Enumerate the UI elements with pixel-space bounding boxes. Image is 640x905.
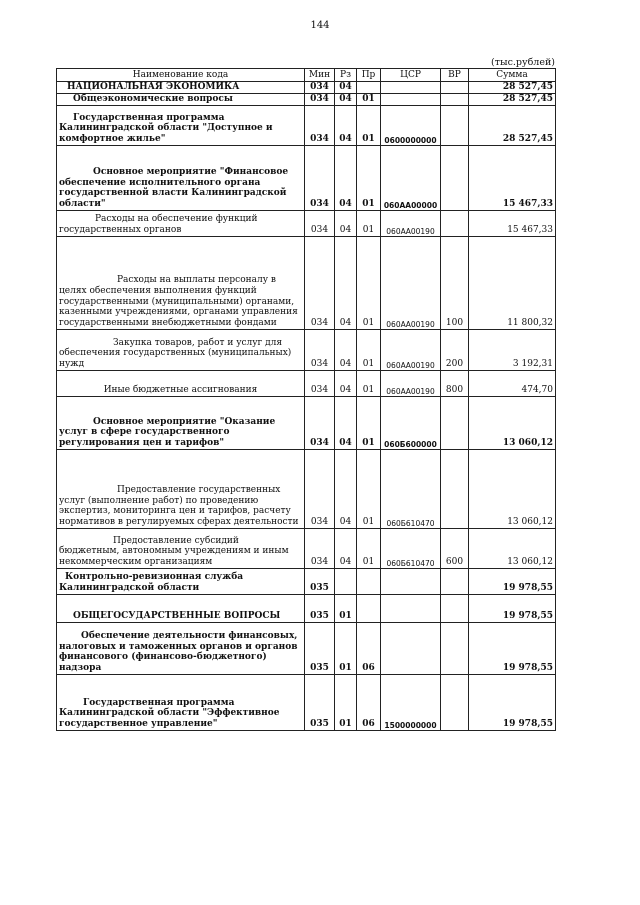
row-name: Расходы на выплаты персоналу в целях обеспечения выполнения функций государственными (муниципальными) органами, казенными учреждениями, органами управления государственными внебюджетными фондами [57,237,305,330]
row-name: Предоставление субсидий бюджетным, автономным учреждениям и иным некоммерческим организациям [57,529,305,569]
row-csr [381,94,441,106]
table-row [57,237,556,330]
row-sum: 19 978,55 [469,569,556,595]
row-min: 034 [305,330,335,371]
table-row [57,623,556,675]
row-pr [357,595,381,623]
row-rz: 04 [335,146,357,211]
row-csr [381,569,441,595]
row-vr [441,397,469,450]
row-pr [357,82,381,94]
header-pr: Пр [357,69,381,82]
row-pr: 01 [357,146,381,211]
table-header-row [57,69,556,82]
row-vr [441,82,469,94]
row-min: 035 [305,623,335,675]
table-row [57,82,556,94]
row-rz: 04 [335,450,357,529]
row-min: 034 [305,397,335,450]
row-min: 034 [305,94,335,106]
row-vr [441,569,469,595]
row-vr [441,450,469,529]
table-row [57,371,556,397]
row-rz: 04 [335,529,357,569]
row-rz: 04 [335,330,357,371]
table-row [57,397,556,450]
row-rz: 04 [335,371,357,397]
row-min: 034 [305,82,335,94]
row-rz: 01 [335,595,357,623]
budget-table [56,68,556,731]
row-vr [441,623,469,675]
table-row [57,94,556,106]
row-min: 035 [305,675,335,731]
row-name: Основное мероприятие "Финансовое обеспечение исполнительного органа государственной власти Калининградской области" [57,146,305,211]
row-name: Контрольно-ревизионная служба Калининградской области [57,569,305,595]
row-sum: 13 060,12 [469,397,556,450]
row-sum: 19 978,55 [469,675,556,731]
row-vr [441,211,469,237]
row-rz: 04 [335,397,357,450]
table-row [57,675,556,731]
row-sum: 28 527,45 [469,82,556,94]
row-min: 034 [305,529,335,569]
row-sum: 13 060,12 [469,529,556,569]
header-rz: Рз [335,69,357,82]
row-pr [357,569,381,595]
row-pr: 06 [357,623,381,675]
header-min: Мин [305,69,335,82]
row-pr: 01 [357,529,381,569]
row-csr [381,82,441,94]
row-name: Расходы на обеспечение функций государственных органов [57,211,305,237]
header-vr: ВР [441,69,469,82]
row-rz: 01 [335,675,357,731]
row-name: Закупка товаров, работ и услуг для обеспечения государственных (муниципальных) нужд [57,330,305,371]
row-csr: 060АА00190 [381,371,441,397]
row-min: 034 [305,106,335,146]
row-sum: 15 467,33 [469,146,556,211]
row-csr [381,595,441,623]
row-csr: 060АА00190 [381,330,441,371]
row-vr: 600 [441,529,469,569]
row-vr [441,146,469,211]
header-csr: ЦСР [381,69,441,82]
row-pr: 01 [357,211,381,237]
table-row [57,211,556,237]
row-pr: 01 [357,94,381,106]
row-vr [441,595,469,623]
row-csr: 060АА00190 [381,237,441,330]
row-vr [441,675,469,731]
row-min: 035 [305,569,335,595]
row-csr: 1500000000 [381,675,441,731]
row-vr [441,106,469,146]
row-sum: 3 192,31 [469,330,556,371]
row-csr: 060Б610470 [381,450,441,529]
row-vr: 800 [441,371,469,397]
header-name: Наименование кода [57,69,305,82]
row-name: ОБЩЕГОСУДАРСТВЕННЫЕ ВОПРОСЫ [57,595,305,623]
row-name: Государственная программа Калининградской области "Доступное и комфортное жилье" [57,106,305,146]
row-pr: 06 [357,675,381,731]
row-csr: 0600000000 [381,106,441,146]
row-name: НАЦИОНАЛЬНАЯ ЭКОНОМИКА [57,82,305,94]
row-pr: 01 [357,237,381,330]
row-vr: 200 [441,330,469,371]
row-sum: 28 527,45 [469,106,556,146]
row-name: Общеэкономические вопросы [57,94,305,106]
row-sum: 28 527,45 [469,94,556,106]
row-pr: 01 [357,397,381,450]
row-rz: 04 [335,94,357,106]
row-csr: 060АА00190 [381,211,441,237]
row-name: Основное мероприятие "Оказание услуг в сфере государственного регулирования цен и тарифов" [57,397,305,450]
row-sum: 11 800,32 [469,237,556,330]
row-sum: 19 978,55 [469,595,556,623]
row-csr: 060АА00000 [381,146,441,211]
row-csr [381,623,441,675]
row-name: Иные бюджетные ассигнования [57,371,305,397]
row-name: Обеспечение деятельности финансовых, налоговых и таможенных органов и органов финансового (финансово-бюджетного) надзора [57,623,305,675]
page-number: 144 [310,20,330,31]
row-min: 035 [305,595,335,623]
row-pr: 01 [357,371,381,397]
row-vr [441,94,469,106]
table-row [57,569,556,595]
unit-label: (тыс.рублей) [491,57,555,68]
row-pr: 01 [357,106,381,146]
row-rz: 04 [335,237,357,330]
row-rz: 04 [335,211,357,237]
row-name: Государственная программа Калининградской области "Эффективное государственное управление" [57,675,305,731]
row-min: 034 [305,211,335,237]
row-sum: 13 060,12 [469,450,556,529]
table-row [57,330,556,371]
row-min: 034 [305,146,335,211]
row-sum: 15 467,33 [469,211,556,237]
row-min: 034 [305,237,335,330]
row-sum: 19 978,55 [469,623,556,675]
row-min: 034 [305,450,335,529]
table-row [57,146,556,211]
row-rz: 01 [335,623,357,675]
row-rz [335,569,357,595]
row-csr: 060Б610470 [381,529,441,569]
row-csr: 060Б600000 [381,397,441,450]
table-row [57,595,556,623]
row-name: Предоставление государственных услуг (выполнение работ) по проведению экспертиз, мониторинга цен и тарифов, расчету нормативов в регулируемых сферах деятельности [57,450,305,529]
row-vr: 100 [441,237,469,330]
header-sum: Сумма [469,69,556,82]
row-sum: 474,70 [469,371,556,397]
table-row [57,106,556,146]
row-min: 034 [305,371,335,397]
row-rz: 04 [335,82,357,94]
row-pr: 01 [357,450,381,529]
table-row [57,450,556,529]
row-pr: 01 [357,330,381,371]
row-rz: 04 [335,106,357,146]
table-row [57,529,556,569]
